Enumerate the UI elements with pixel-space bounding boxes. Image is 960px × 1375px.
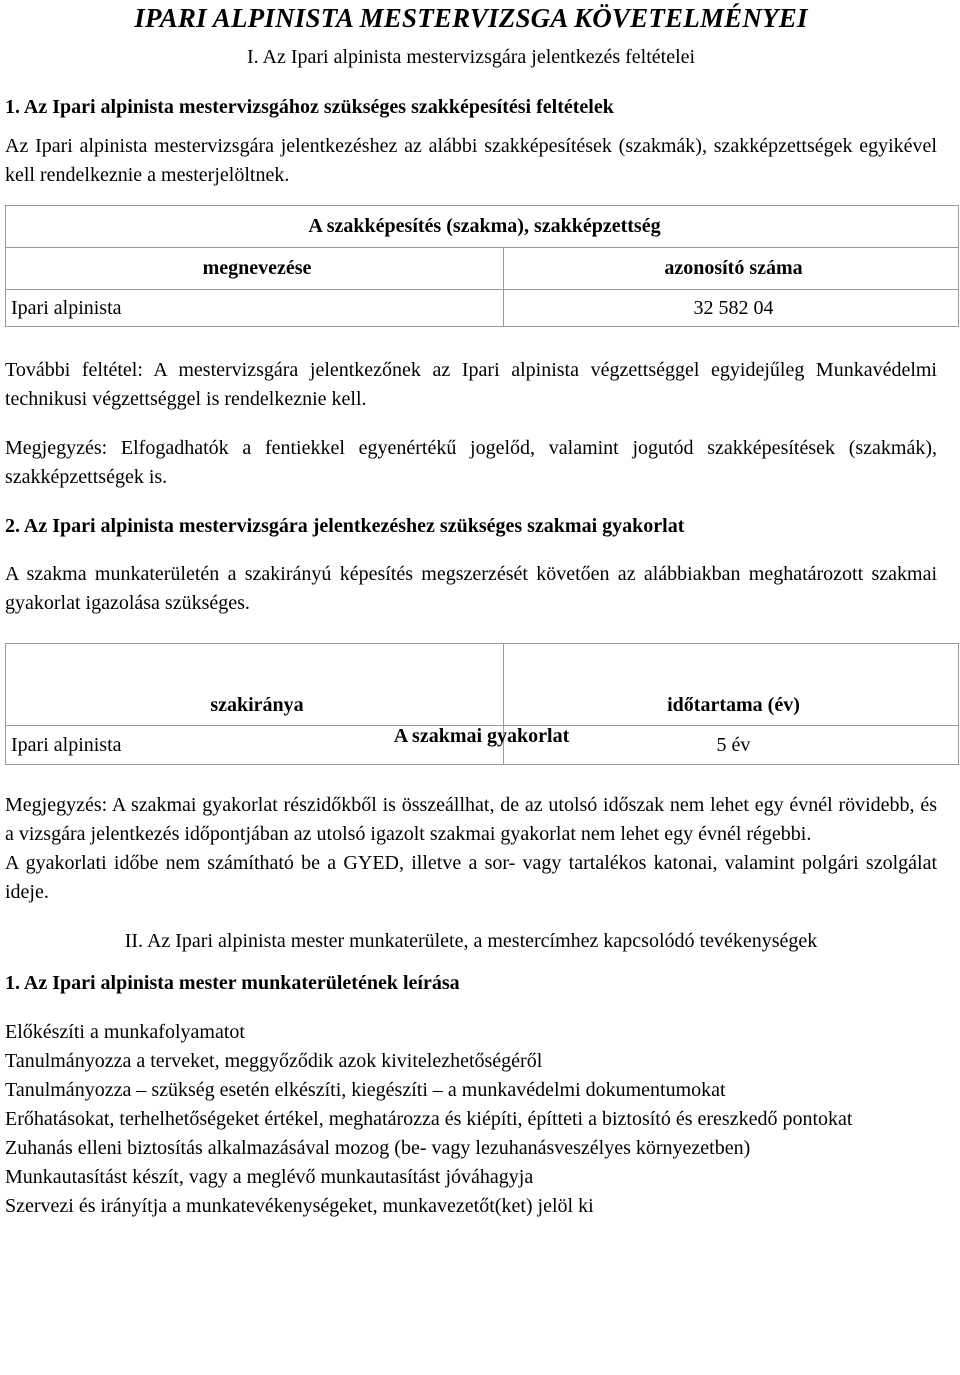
section-2-heading: II. Az Ipari alpinista mester munkaterülete, a mestercímhez kapcsolódó tevékenységek	[124, 930, 818, 952]
qualification-row-id: 32 582 04	[504, 290, 959, 327]
section-1-1-further-condition: További feltétel: A mestervizsgára jelentkezőnek az Ipari alpinista végzettséggel egyidejűleg Munkavédelmi technikusi végzettséggel is rendelkeznie kell.	[5, 359, 937, 410]
section-1-1-intro: Az Ipari alpinista mestervizsgára jelentkezéshez az alábbi szakképesítések (szakmák), szakképzettségek egyikével kell rendelkeznie a mesterjelöltnek.	[5, 135, 937, 186]
practice-col-direction: szakiránya	[6, 685, 504, 726]
section-1-1-heading: 1. Az Ipari alpinista mestervizsgához szükséges szakképesítési feltételek	[5, 96, 614, 118]
activity-item: Szervezi és irányítja a munkatevékenységeket, munkavezetőt(ket) jelöl ki	[5, 1195, 594, 1217]
section-1-1-note: Megjegyzés: Elfogadhatók a fentiekkel egyenértékű jogelőd, valamint jogutód szakképesítések (szakmák), szakképzettségek is.	[5, 437, 937, 488]
document-title: IPARI ALPINISTA MESTERVIZSGA KÖVETELMÉNYEI	[134, 3, 808, 33]
activity-item: Tanulmányozza – szükség esetén elkészíti, kiegészíti – a munkavédelmi dokumentumokat	[5, 1079, 726, 1101]
practice-row-duration: 5 év	[504, 726, 959, 765]
qualification-row-name: Ipari alpinista	[6, 290, 504, 327]
activity-item: Tanulmányozza a terveket, meggyőződik azok kivitelezhetőségéről	[5, 1050, 543, 1072]
section-1-2-note: Megjegyzés: A szakmai gyakorlat részidőkből is összeállhat, de az utolsó időszak nem lehet egy évnél rövidebb, és a vizsgára jelentkezés időpontjában az utolsó igazolt szakmai gyakorlat nem lehet egy évnél régebbi.	[5, 794, 937, 845]
qualification-table-header: A szakképesítés (szakma), szakképzettség	[6, 206, 959, 248]
activity-item: Zuhanás elleni biztosítás alkalmazásával mozog (be- vagy lezuhanásveszélyes környezetben)	[5, 1137, 751, 1159]
section-2-1-heading: 1. Az Ipari alpinista mester munkaterületének leírása	[5, 972, 460, 994]
practice-row-name: Ipari alpinista	[6, 726, 504, 765]
practice-col-duration: időtartama (év)	[504, 685, 959, 726]
qualification-table	[5, 205, 959, 327]
section-1-2-heading: 2. Az Ipari alpinista mestervizsgára jelentkezéshez szükséges szakmai gyakorlat	[5, 515, 685, 537]
qualification-col-id: azonosító száma	[504, 248, 959, 290]
activity-item: Előkészíti a munkafolyamatot	[5, 1021, 245, 1043]
document-page	[5, 0, 937, 1221]
practice-table-header: A szakmai gyakorlat	[393, 725, 570, 747]
section-1-2-intro: A szakma munkaterületén a szakirányú képesítés megszerzését követően az alábbiakban meghatározott szakmai gyakorlat igazolása szükséges.	[5, 563, 937, 614]
activity-list	[5, 1018, 937, 1221]
practice-table-blank	[6, 644, 504, 686]
section-1-2-note-2: A gyakorlati időbe nem számítható be a GYED, illetve a sor- vagy tartalékos katonai, valamint polgári szolgálat ideje.	[5, 852, 937, 903]
qualification-col-name: megnevezése	[6, 248, 504, 290]
section-1-heading: I. Az Ipari alpinista mestervizsgára jelentkezés feltételei	[246, 46, 696, 68]
practice-table-blank-2	[504, 644, 959, 686]
activity-item: Erőhatásokat, terhelhetőségeket értékel, meghatározza és kiépíti, építteti a biztosító és ereszkedő pontokat	[5, 1108, 853, 1130]
activity-item: Munkautasítást készít, vagy a meglévő munkautasítást jóváhagyja	[5, 1166, 534, 1188]
